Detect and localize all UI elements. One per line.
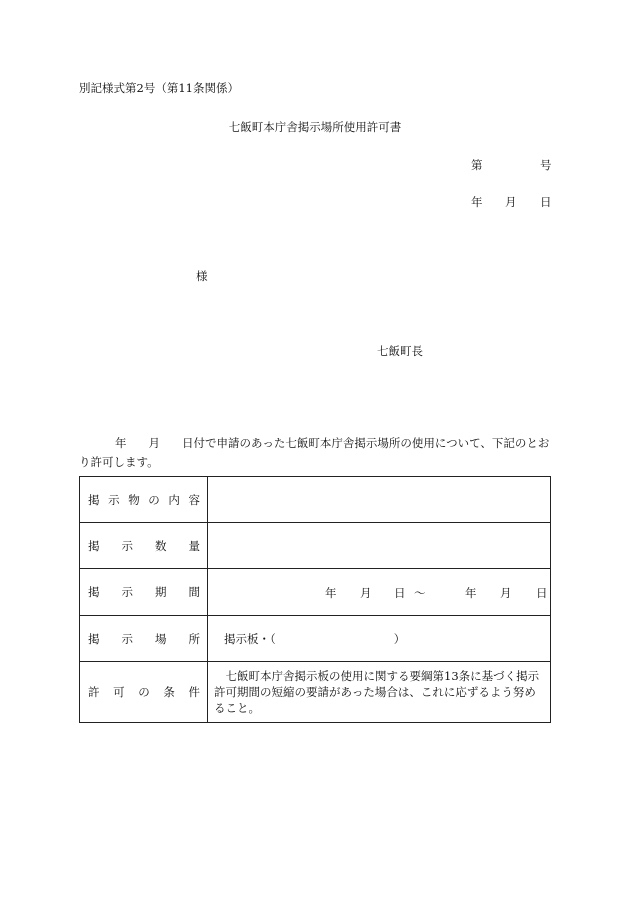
place-prefix: 掲示板・（ xyxy=(224,631,276,646)
issue-date-day: 日 xyxy=(540,195,552,209)
recipient-honorific: 様 xyxy=(196,269,208,283)
label-char: 内 xyxy=(168,492,180,507)
label-char: 場 xyxy=(155,631,167,646)
issuer-name: 七飯町長 xyxy=(377,344,423,358)
table-row xyxy=(80,477,551,523)
table-row xyxy=(80,662,551,723)
period-start-year: 年 xyxy=(325,586,337,600)
value-permit-conditions: 七飯町本庁舎掲示板の使用に関する要綱第13条に基づく掲示許可期間の短縮の要請があった場合は、これに応ずるよう努めること。 xyxy=(208,662,551,723)
period-tilde: ～ xyxy=(414,586,426,600)
permit-body-text xyxy=(79,434,551,472)
period-end-day: 日 xyxy=(536,586,548,600)
label-char: 容 xyxy=(188,492,200,507)
label-char: 掲 xyxy=(88,538,100,553)
label-char: 示 xyxy=(121,631,133,646)
label-char: 許 xyxy=(88,685,100,699)
period-start-day: 日 xyxy=(394,586,406,600)
label-char: 示 xyxy=(108,492,120,507)
document-title: 七飯町本庁舎掲示場所使用許可書 xyxy=(228,120,402,134)
label-posting-quantity xyxy=(80,523,208,569)
number-suffix: 号 xyxy=(540,158,552,172)
label-posting-content xyxy=(80,477,208,523)
label-posting-period xyxy=(80,569,208,616)
form-number: 別記様式第2号（第11条関係） xyxy=(79,81,239,95)
table-row xyxy=(80,523,551,569)
permit-details-table xyxy=(79,476,551,723)
label-char: 掲 xyxy=(88,492,100,507)
value-posting-period[interactable] xyxy=(208,569,551,616)
label-char: 条 xyxy=(163,685,175,699)
label-char: 間 xyxy=(188,585,200,599)
table-row xyxy=(80,616,551,662)
table-row xyxy=(80,569,551,616)
period-end-year: 年 xyxy=(465,586,477,600)
issue-date-month: 月 xyxy=(505,195,517,209)
label-char: 掲 xyxy=(88,631,100,646)
label-char: の xyxy=(148,492,160,507)
label-char: 物 xyxy=(128,492,140,507)
label-char: 掲 xyxy=(88,585,100,599)
body-rest: 日付で申請のあった七飯町本庁舎掲示場所の使用について、下記のとおり許可します。 xyxy=(79,436,550,469)
value-posting-quantity[interactable] xyxy=(208,523,551,569)
body-year: 年 xyxy=(115,436,127,450)
value-posting-place[interactable] xyxy=(208,616,551,662)
label-char: 示 xyxy=(121,538,133,553)
label-char: 期 xyxy=(155,585,167,599)
issue-date-year: 年 xyxy=(471,195,483,209)
place-suffix: ） xyxy=(393,631,406,646)
label-char: 示 xyxy=(121,585,133,599)
label-char: 量 xyxy=(188,538,200,553)
label-posting-place xyxy=(80,616,208,662)
label-char: 可 xyxy=(113,685,125,699)
period-end-month: 月 xyxy=(500,586,512,600)
label-permit-conditions xyxy=(80,662,208,723)
period-start-month: 月 xyxy=(360,586,372,600)
number-prefix: 第 xyxy=(471,158,483,172)
label-char: の xyxy=(138,685,150,699)
value-posting-content[interactable] xyxy=(208,477,551,523)
label-char: 件 xyxy=(188,685,200,699)
body-month: 月 xyxy=(148,436,160,450)
label-char: 所 xyxy=(188,631,200,646)
label-char: 数 xyxy=(155,538,167,553)
